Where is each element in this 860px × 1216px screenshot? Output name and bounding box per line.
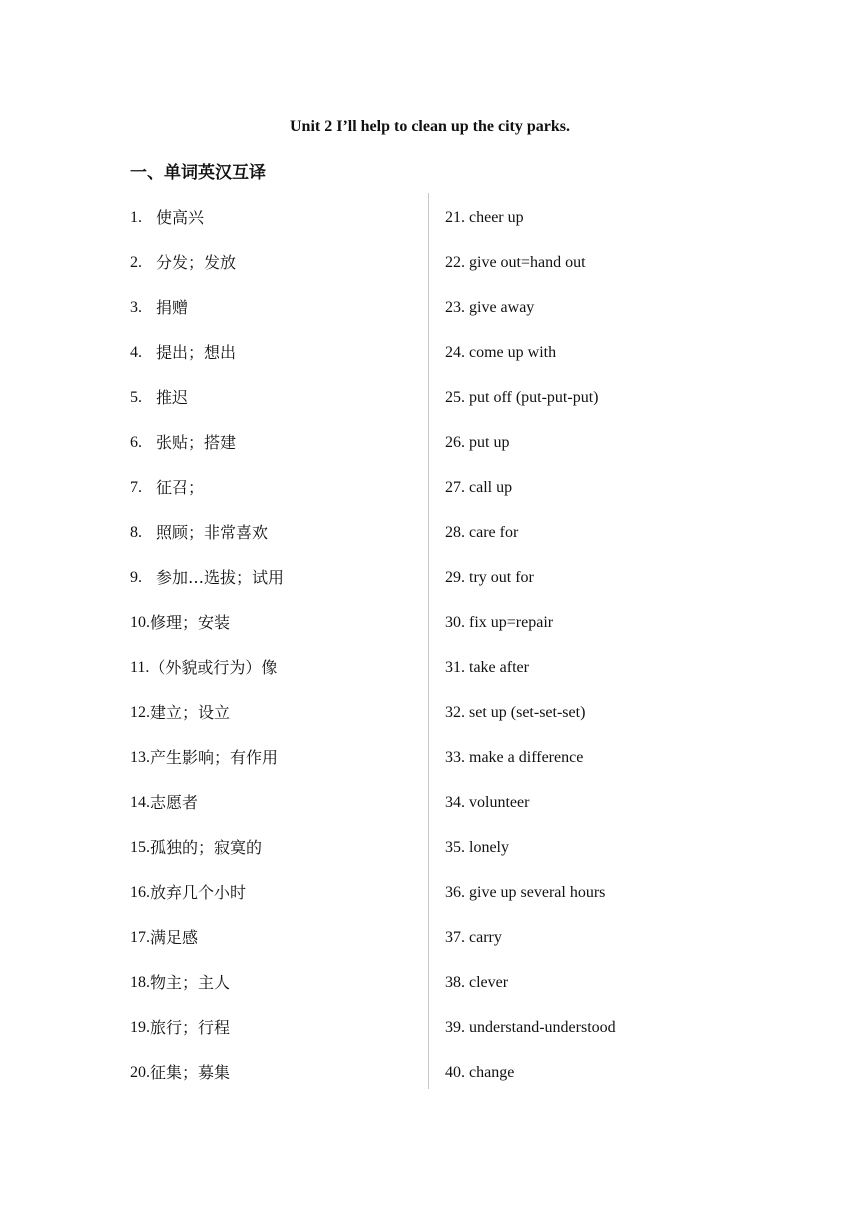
list-item [130,375,420,420]
item-number: 4. [130,344,142,361]
item-text: 使高兴 [156,208,205,227]
item-text: lonely [469,839,509,856]
item-text: 满足感 [150,928,199,947]
item-number: 37. [445,929,465,946]
list-item [445,1050,775,1095]
item-text: give up several hours [469,884,606,901]
item-text: come up with [469,344,557,361]
list-item [445,555,775,600]
item-text: 放弃几个小时 [150,883,247,902]
item-number: 32. [445,704,465,721]
list-item [445,195,775,240]
list-item [130,600,420,645]
document-title: Unit 2 I’ll help to clean up the city parks. [289,118,570,135]
item-text: 修理；安装 [150,613,231,632]
item-number: 27. [445,479,465,496]
list-item [130,510,420,555]
list-item [445,960,775,1005]
chinese-vocab-list [130,195,420,1095]
list-item [445,690,775,735]
list-item [445,420,775,465]
list-item [130,420,420,465]
list-item [445,465,775,510]
list-item [130,690,420,735]
item-text: cheer up [469,209,524,226]
item-text: make a difference [469,749,584,766]
list-item [445,825,775,870]
item-number: 36. [445,884,465,901]
item-number: 15. [130,839,150,856]
list-item [130,960,420,1005]
list-item [445,1005,775,1050]
item-text: fix up=repair [469,614,554,631]
item-number: 6. [130,434,142,451]
item-number: 18. [130,974,150,991]
list-item [130,780,420,825]
item-number: 38. [445,974,465,991]
item-text: care for [469,524,519,541]
item-text: 捐赠 [156,298,189,317]
item-text: try out for [469,569,534,586]
list-item [130,240,420,285]
item-text: 产生影响；有作用 [150,748,279,767]
list-item [130,1005,420,1050]
list-item [130,330,420,375]
item-text: 建立；设立 [150,703,231,722]
section-heading: 一、单词英汉互译 [130,163,266,183]
item-text: 志愿者 [150,793,199,812]
item-text: 物主；主人 [150,973,231,992]
item-number: 14. [130,794,150,811]
list-item [130,825,420,870]
item-text: 分发；发放 [156,253,237,272]
item-number: 7. [130,479,142,496]
item-number: 12. [130,704,150,721]
item-text: 旅行；行程 [150,1018,231,1037]
item-text: give out=hand out [469,254,586,271]
item-number: 35. [445,839,465,856]
list-item [445,915,775,960]
list-item [130,1050,420,1095]
list-item [445,600,775,645]
item-number: 34. [445,794,465,811]
list-item [130,555,420,600]
item-text: 孤独的；寂寞的 [150,838,263,857]
list-item [445,240,775,285]
item-text: 照顾；非常喜欢 [156,523,269,542]
item-text: change [469,1064,515,1081]
list-item [445,645,775,690]
item-number: 31. [445,659,465,676]
item-number: 30. [445,614,465,631]
list-item [130,645,420,690]
item-number: 25. [445,389,465,406]
item-text: 提出；想出 [156,343,237,362]
list-item [445,735,775,780]
item-text: give away [469,299,535,316]
item-text: 征集；募集 [150,1063,231,1082]
item-number: 13. [130,749,150,766]
list-item [130,915,420,960]
item-number: 22. [445,254,465,271]
list-item [130,195,420,240]
item-number: 11. [130,659,150,676]
list-item [445,285,775,330]
item-number: 21. [445,209,465,226]
item-text: clever [469,974,509,991]
item-number: 39. [445,1019,465,1036]
item-number: 9. [130,569,142,586]
item-number: 3. [130,299,142,316]
list-item [130,465,420,510]
item-text: set up (set-set-set) [469,704,586,721]
list-item [130,735,420,780]
item-text: （外貌或行为）像 [149,658,278,677]
item-number: 23. [445,299,465,316]
item-text: volunteer [469,794,530,811]
item-number: 29. [445,569,465,586]
list-item [445,330,775,375]
item-number: 20. [130,1064,150,1081]
item-text: put up [469,434,510,451]
list-item [445,375,775,420]
english-vocab-list [445,195,775,1095]
item-text: carry [469,929,502,946]
list-item [445,510,775,555]
item-number: 24. [445,344,465,361]
item-number: 5. [130,389,142,406]
item-text: call up [469,479,513,496]
item-number: 10. [130,614,150,631]
list-item [130,285,420,330]
item-number: 19. [130,1019,150,1036]
column-divider [428,193,429,1089]
item-number: 17. [130,929,150,946]
item-text: understand-understood [469,1019,616,1036]
list-item [130,870,420,915]
item-number: 8. [130,524,142,541]
item-number: 33. [445,749,465,766]
item-text: 推迟 [156,388,189,407]
item-number: 2. [130,254,142,271]
list-item [445,780,775,825]
item-text: 征召； [156,478,205,497]
item-text: put off (put-put-put) [469,389,599,406]
item-number: 16. [130,884,150,901]
item-number: 28. [445,524,465,541]
item-text: take after [469,659,529,676]
item-number: 26. [445,434,465,451]
item-text: 参加…选拔；试用 [156,568,285,587]
list-item [445,870,775,915]
item-number: 1. [130,209,142,226]
item-text: 张贴；搭建 [156,433,237,452]
item-number: 40. [445,1064,465,1081]
